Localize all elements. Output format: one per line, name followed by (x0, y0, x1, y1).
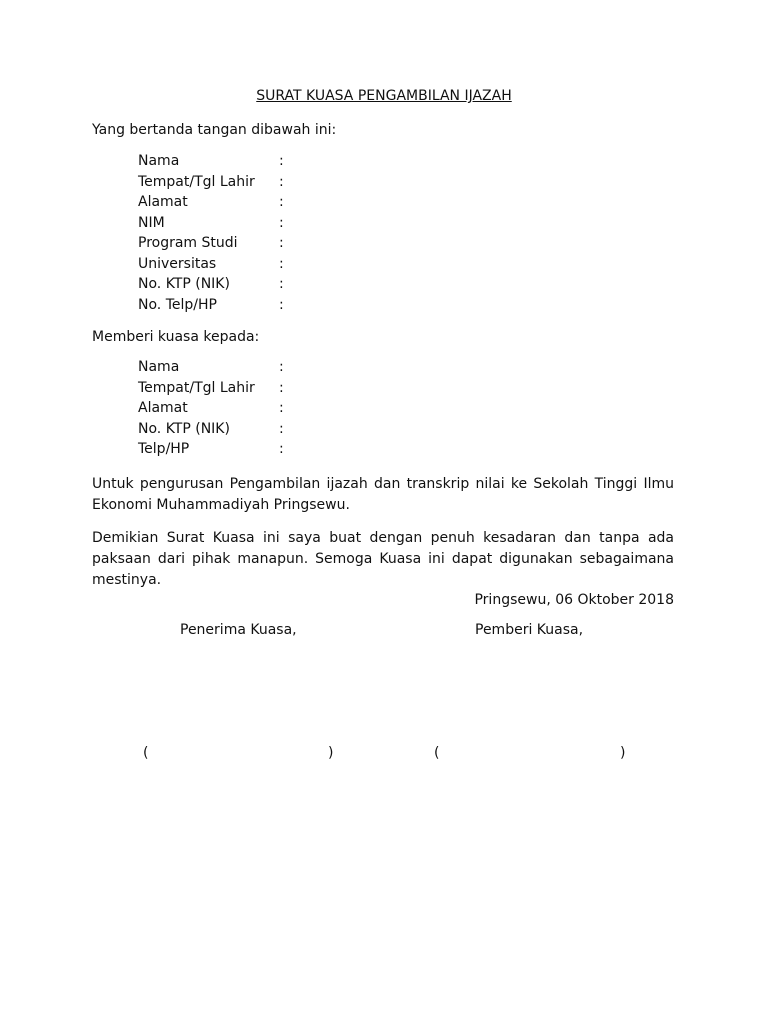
giver-field-label: Universitas (138, 255, 217, 272)
receiver-field-colon: : (279, 400, 284, 416)
giver-fields (138, 151, 438, 315)
document-title: SURAT KUASA PENGAMBILAN IJAZAH (256, 88, 512, 104)
giver-field-colon: : (279, 255, 284, 272)
place-date: Pringsewu, 06 Oktober 2018 (474, 592, 674, 608)
receiver-signature-paren-open: ( (143, 745, 149, 761)
receiver-field-label: Tempat/Tgl Lahir (138, 379, 255, 396)
giver-field-row (138, 213, 438, 234)
giver-field-label: Alamat (138, 194, 188, 210)
giver-field-colon: : (279, 296, 284, 313)
receiver-field-colon: : (279, 359, 284, 375)
giver-signature-label: Pemberi Kuasa, (475, 622, 584, 638)
purpose-paragraph: Untuk pengurusan Pengambilan ijazah dan transkrip nilai ke Sekolah Tinggi Ilmu Ekonomi Muhammadiyah Pringsewu. (92, 476, 674, 513)
giver-field-colon: : (279, 214, 284, 231)
receiver-field-label: Nama (138, 359, 180, 375)
receiver-field-row (138, 419, 438, 440)
giver-field-row (138, 254, 438, 275)
receiver-field-colon: : (279, 420, 284, 437)
closing-paragraph: Demikian Surat Kuasa ini saya buat dengan penuh kesadaran dan tanpa ada paksaan dari pihak manapun. Semoga Kuasa ini dapat digunakan sebagaimana mestinya. (92, 530, 674, 588)
receiver-field-colon: : (279, 379, 284, 396)
giver-field-colon: : (279, 153, 284, 169)
giver-field-row (138, 151, 438, 172)
giver-field-label: NIM (138, 214, 165, 231)
giver-field-label: Program Studi (138, 235, 238, 251)
giver-signature-paren-open: ( (434, 745, 440, 761)
giver-field-label: No. KTP (NIK) (138, 276, 230, 292)
giver-field-row (138, 295, 438, 316)
giver-signature-paren-close: ) (620, 745, 626, 761)
giver-field-row (138, 274, 438, 295)
receiver-field-row (138, 357, 438, 378)
giver-field-colon: : (279, 235, 284, 251)
giver-field-colon: : (279, 173, 284, 190)
giver-intro: Yang bertanda tangan dibawah ini: (92, 122, 337, 138)
giver-field-label: Nama (138, 153, 180, 169)
receiver-field-label: Telp/HP (138, 441, 190, 457)
receiver-field-colon: : (279, 441, 284, 457)
giver-field-label: Tempat/Tgl Lahir (138, 173, 255, 190)
giver-field-label: No. Telp/HP (138, 296, 217, 313)
receiver-signature-paren-close: ) (328, 745, 334, 761)
receiver-field-row (138, 398, 438, 419)
receiver-field-row (138, 378, 438, 399)
receiver-field-label: No. KTP (NIK) (138, 420, 230, 437)
giver-field-row (138, 172, 438, 193)
giver-field-row (138, 192, 438, 213)
giver-field-row (138, 233, 438, 254)
giver-field-colon: : (279, 276, 284, 292)
receiver-intro: Memberi kuasa kepada: (92, 329, 260, 345)
receiver-field-row (138, 439, 438, 460)
receiver-fields (138, 357, 438, 460)
receiver-signature-label: Penerima Kuasa, (180, 622, 297, 638)
giver-field-colon: : (279, 194, 284, 210)
receiver-field-label: Alamat (138, 400, 188, 416)
